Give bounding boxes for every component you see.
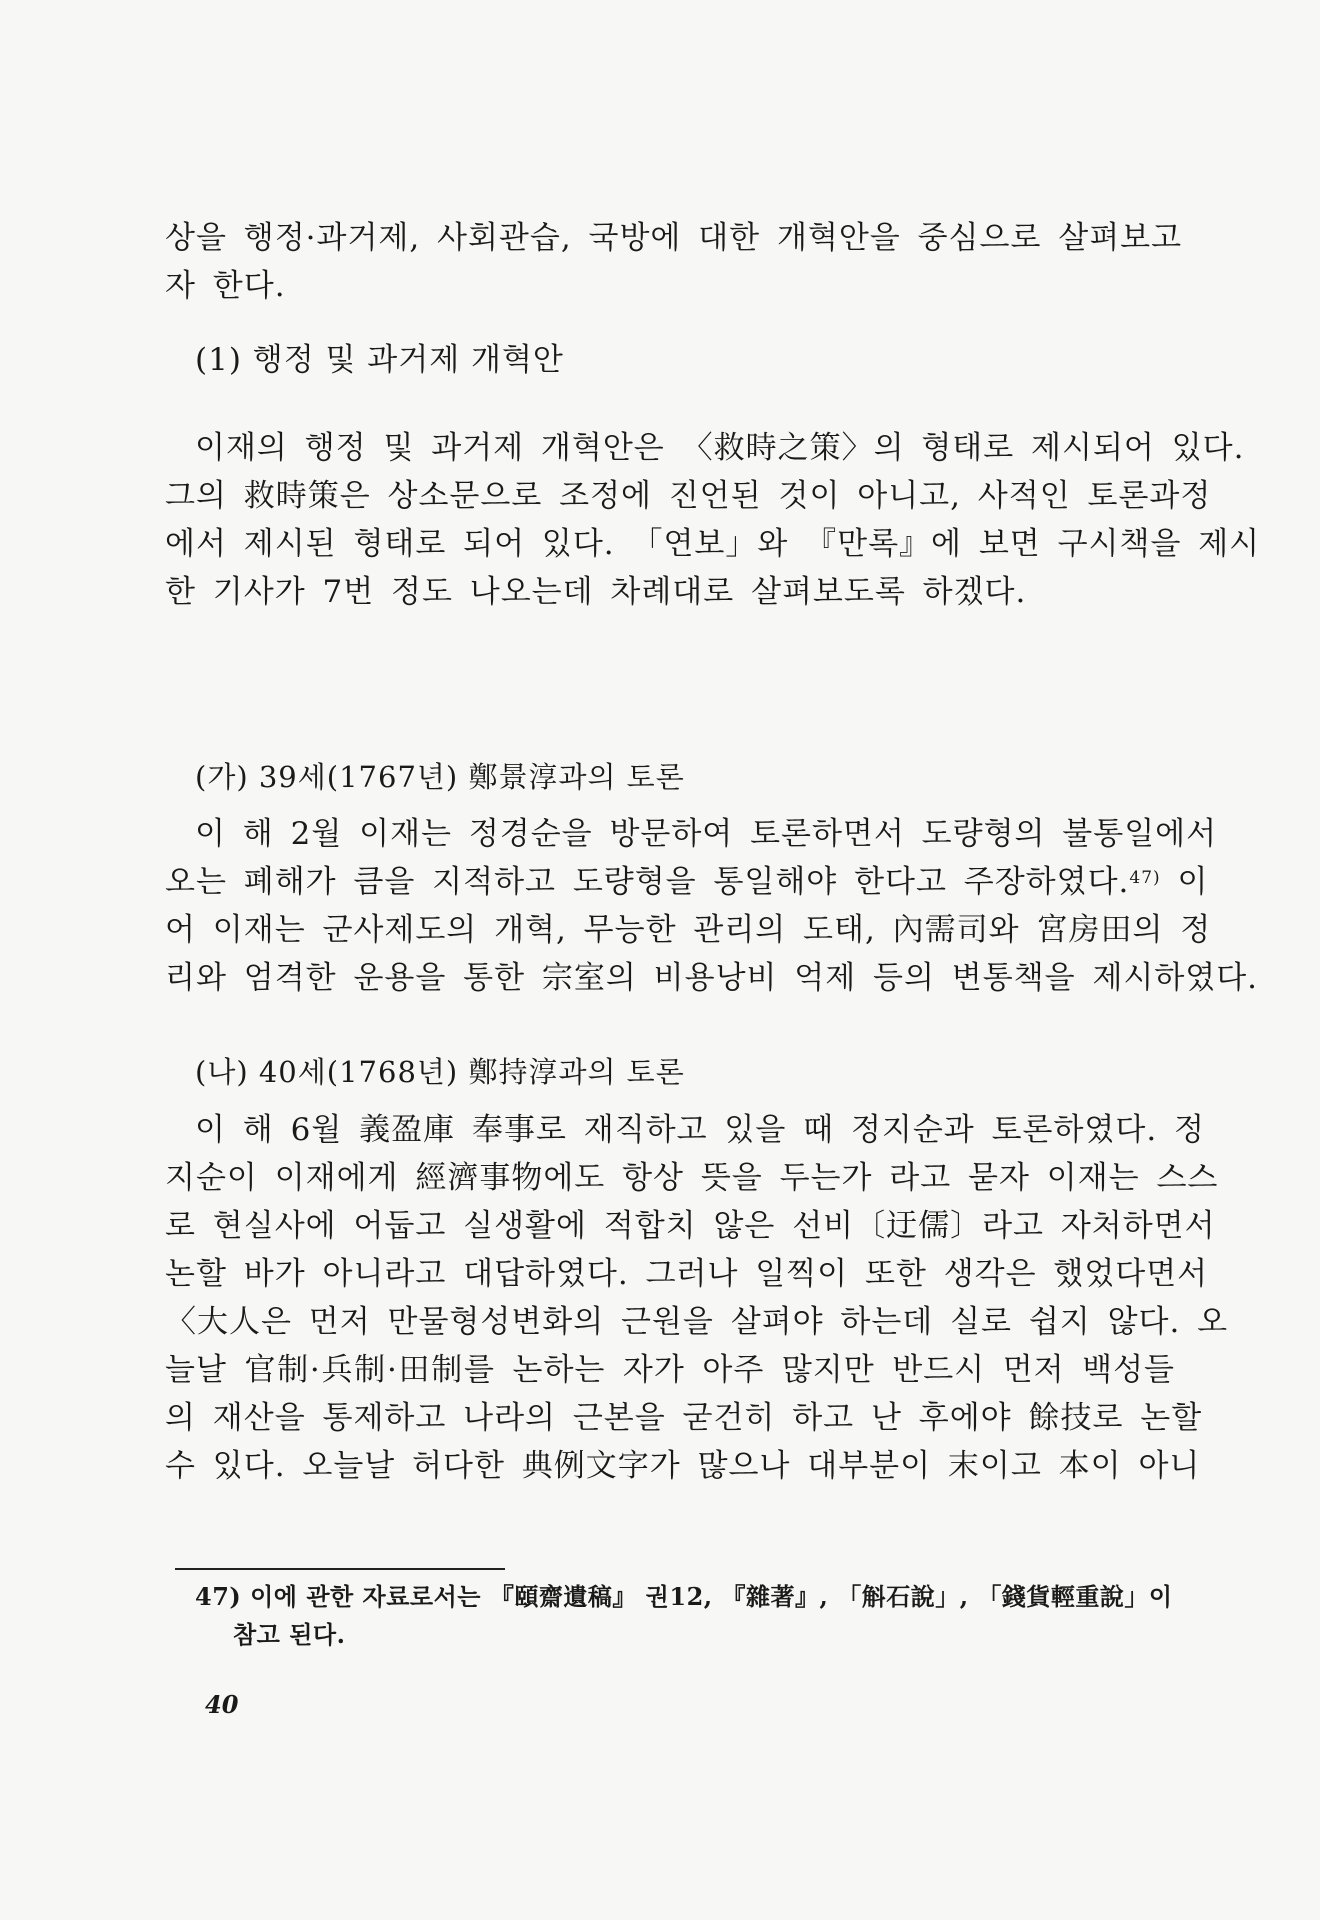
body-line: 어 이재는 군사제도의 개혁, 무능한 관리의 도태, 內需司와 宮房田의 정 xyxy=(165,912,1212,948)
subsection-heading: (가) 39세(1767년) 鄭景淳과의 토론 xyxy=(195,760,685,794)
body-line: 의 재산을 통제하고 나라의 근본을 굳건히 하고 난 후에야 餘技로 논할 xyxy=(165,1400,1203,1436)
body-line: 에서 제시된 형태로 되어 있다. 「연보」와 『만록』에 보면 구시책을 제시 xyxy=(165,526,1261,562)
subsection-ga-paragraph xyxy=(165,810,1259,1002)
subsection-heading: (나) 40세(1768년) 鄭持淳과의 토론 xyxy=(195,1055,685,1089)
footnote-line: 참고 된다. xyxy=(233,1620,346,1649)
body-line: 늘날 官制·兵制·田制를 논하는 자가 아주 많지만 반드시 먼저 백성들 xyxy=(165,1352,1175,1388)
footnote-reference: 47) xyxy=(1129,868,1161,888)
body-line: 이재의 행정 및 과거제 개혁안은 〈救時之策〉의 형태로 제시되어 있다. xyxy=(195,430,1245,466)
body-line: 이 해 6월 義盈庫 奉事로 재직하고 있을 때 정지순과 토론하였다. 정 xyxy=(195,1112,1205,1148)
body-line-with-footnote xyxy=(165,858,1209,906)
section-heading: (1) 행정 및 과거제 개혁안 xyxy=(195,342,564,378)
body-line: 수 있다. 오늘날 허다한 典例文字가 많으나 대부분이 末이고 本이 아니 xyxy=(165,1448,1201,1484)
section1-paragraph xyxy=(165,424,1261,616)
body-line: 그의 救時策은 상소문으로 조정에 진언된 것이 아니고, 사적인 토론과정 xyxy=(165,478,1212,514)
body-line: 지순이 이재에게 經濟事物에도 항상 뜻을 두는가 라고 묻자 이재는 스스 xyxy=(165,1160,1219,1196)
body-line: 이 해 2월 이재는 정경순을 방문하여 토론하면서 도량형의 불통일에서 xyxy=(195,816,1218,852)
page-number: 40 xyxy=(205,1690,239,1719)
body-line: 로 현실사에 어둡고 실생활에 적합치 않은 선비〔迂儒〕라고 자처하면서 xyxy=(165,1208,1216,1244)
footnote-divider xyxy=(175,1568,505,1570)
body-line: 리와 엄격한 운용을 통한 宗室의 비용낭비 억제 등의 변통책을 제시하였다. xyxy=(165,960,1259,996)
body-text: 이 xyxy=(1160,864,1209,900)
body-line: 상을 행정·과거제, 사회관습, 국방에 대한 개혁안을 중심으로 살펴보고 xyxy=(165,220,1183,256)
intro-paragraph xyxy=(165,214,1183,310)
subsection-na-paragraph xyxy=(165,1106,1229,1490)
footnote xyxy=(195,1578,1185,1654)
body-line: 자 한다. xyxy=(165,268,286,304)
body-line: 〈大人은 먼저 만물형성변화의 근원을 살펴야 하는데 실로 쉽지 않다. 오 xyxy=(165,1304,1229,1340)
body-line: 한 기사가 7번 정도 나오는데 차례대로 살펴보도록 하겠다. xyxy=(165,574,1027,610)
footnote-line: 47) 이에 관한 자료로서는 『頤齋遺稿』 권12, 『雜著』, 「斛石說」, 「錢貨輕重說」이 xyxy=(195,1582,1173,1611)
body-line: 논할 바가 아니라고 대답하였다. 그러나 일찍이 또한 생각은 했었다면서 xyxy=(165,1256,1209,1292)
body-text: 오는 폐해가 큼을 지적하고 도량형을 통일해야 한다고 주장하였다. xyxy=(165,864,1130,900)
